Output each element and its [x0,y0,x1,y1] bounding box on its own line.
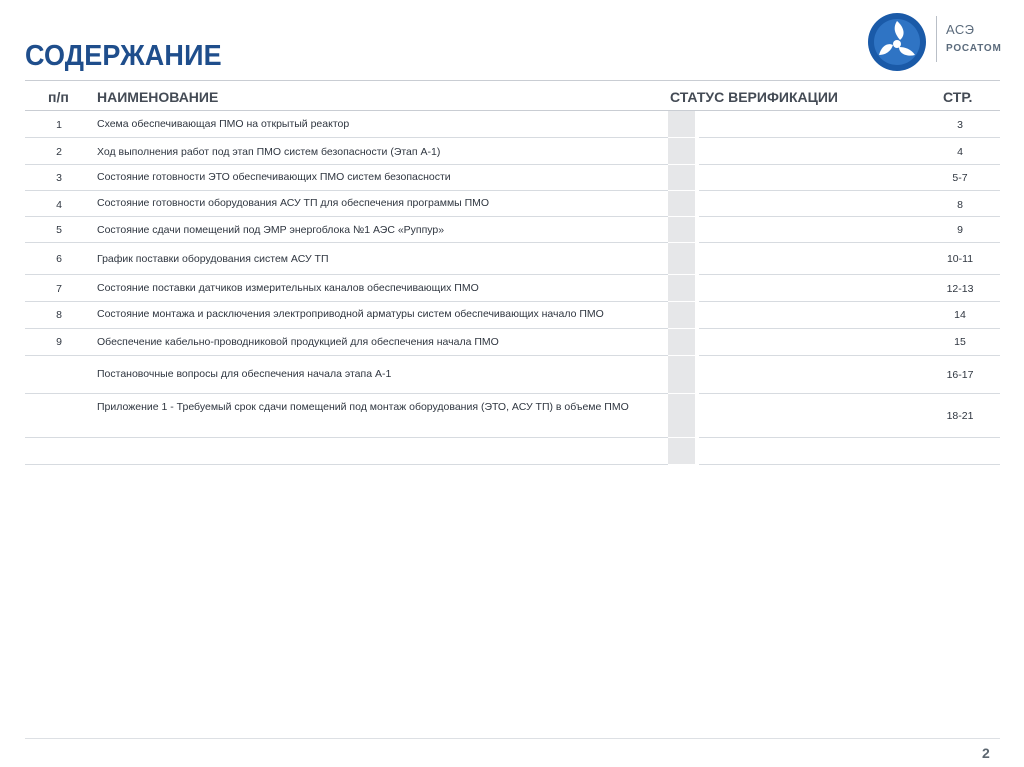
row-page: 16-17 [946,369,974,381]
row-page: 15 [954,336,966,348]
page-number: 2 [982,745,990,761]
row-title: Состояние сдачи помещений под ЭМР энергоблока №1 АЭС «Руппур» [97,224,445,236]
header-num: п/п [48,89,69,105]
row-title: Состояние готовности оборудования АСУ ТП для обеспечения программы ПМО [97,197,490,209]
logo-text-ase: АСЭ [946,22,975,37]
row-page: 9 [957,224,963,236]
row-title: Обеспечение кабельно-проводниковой продукцией для обеспечения начала ПМО [97,336,499,348]
table-row [25,275,1000,302]
header-status: СТАТУС ВЕРИФИКАЦИИ [670,89,838,105]
row-number: 3 [56,172,62,184]
rosatom-emblem-icon [866,11,928,73]
row-title: Состояние монтажа и расключения электроприводной арматуры систем обеспечивающих начало ПМО [97,308,604,320]
row-title: Состояние готовности ЭТО обеспечивающих ПМО систем безопасности [97,171,451,183]
table-row [25,302,1000,329]
logo-divider [936,16,937,62]
row-divider [25,464,1000,465]
table-row [25,165,1000,191]
row-title: Ход выполнения работ под этап ПМО систем безопасности (Этап А-1) [97,146,441,158]
title-divider [25,80,1000,81]
row-number: 9 [56,336,62,348]
logo-text-rosatom: РОСАТОМ [946,43,1002,54]
row-number: 1 [56,119,62,131]
row-number: 7 [56,283,62,295]
row-page: 4 [957,146,963,158]
row-number: 5 [56,224,62,236]
table-row [25,329,1000,356]
table-row [25,394,1000,438]
table-row [25,243,1000,275]
table-row [25,111,1000,138]
header-page: СТР. [943,89,973,105]
row-divider-gap [668,464,699,465]
row-title: Схема обеспечивающая ПМО на открытый реактор [97,118,350,130]
row-page: 14 [954,309,966,321]
table-row [25,217,1000,243]
row-page: 12-13 [946,283,974,295]
row-title: Приложение 1 - Требуемый срок сдачи помещений под монтаж оборудования (ЭТО, АСУ ТП) в объеме ПМО [97,401,629,413]
row-title: Состояние поставки датчиков измерительных каналов обеспечивающих ПМО [97,282,479,294]
footer-divider [25,738,1000,739]
row-title: График поставки оборудования систем АСУ ТП [97,253,329,265]
row-number: 6 [56,253,62,265]
table-row [25,356,1000,394]
row-number: 2 [56,146,62,158]
row-number: 8 [56,309,62,321]
row-page: 5-7 [952,172,968,184]
row-page: 10-11 [946,253,974,265]
row-page: 8 [957,199,963,211]
row-title: Постановочные вопросы для обеспечения начала этапа А-1 [97,368,392,380]
header-name: НАИМЕНОВАНИЕ [97,89,219,105]
page-title: СОДЕРЖАНИЕ [25,40,222,72]
table-row [25,191,1000,217]
row-page: 18-21 [946,410,974,422]
row-number: 4 [56,199,62,211]
row-page: 3 [957,119,963,131]
table-row [25,138,1000,165]
table-row [25,438,1000,465]
